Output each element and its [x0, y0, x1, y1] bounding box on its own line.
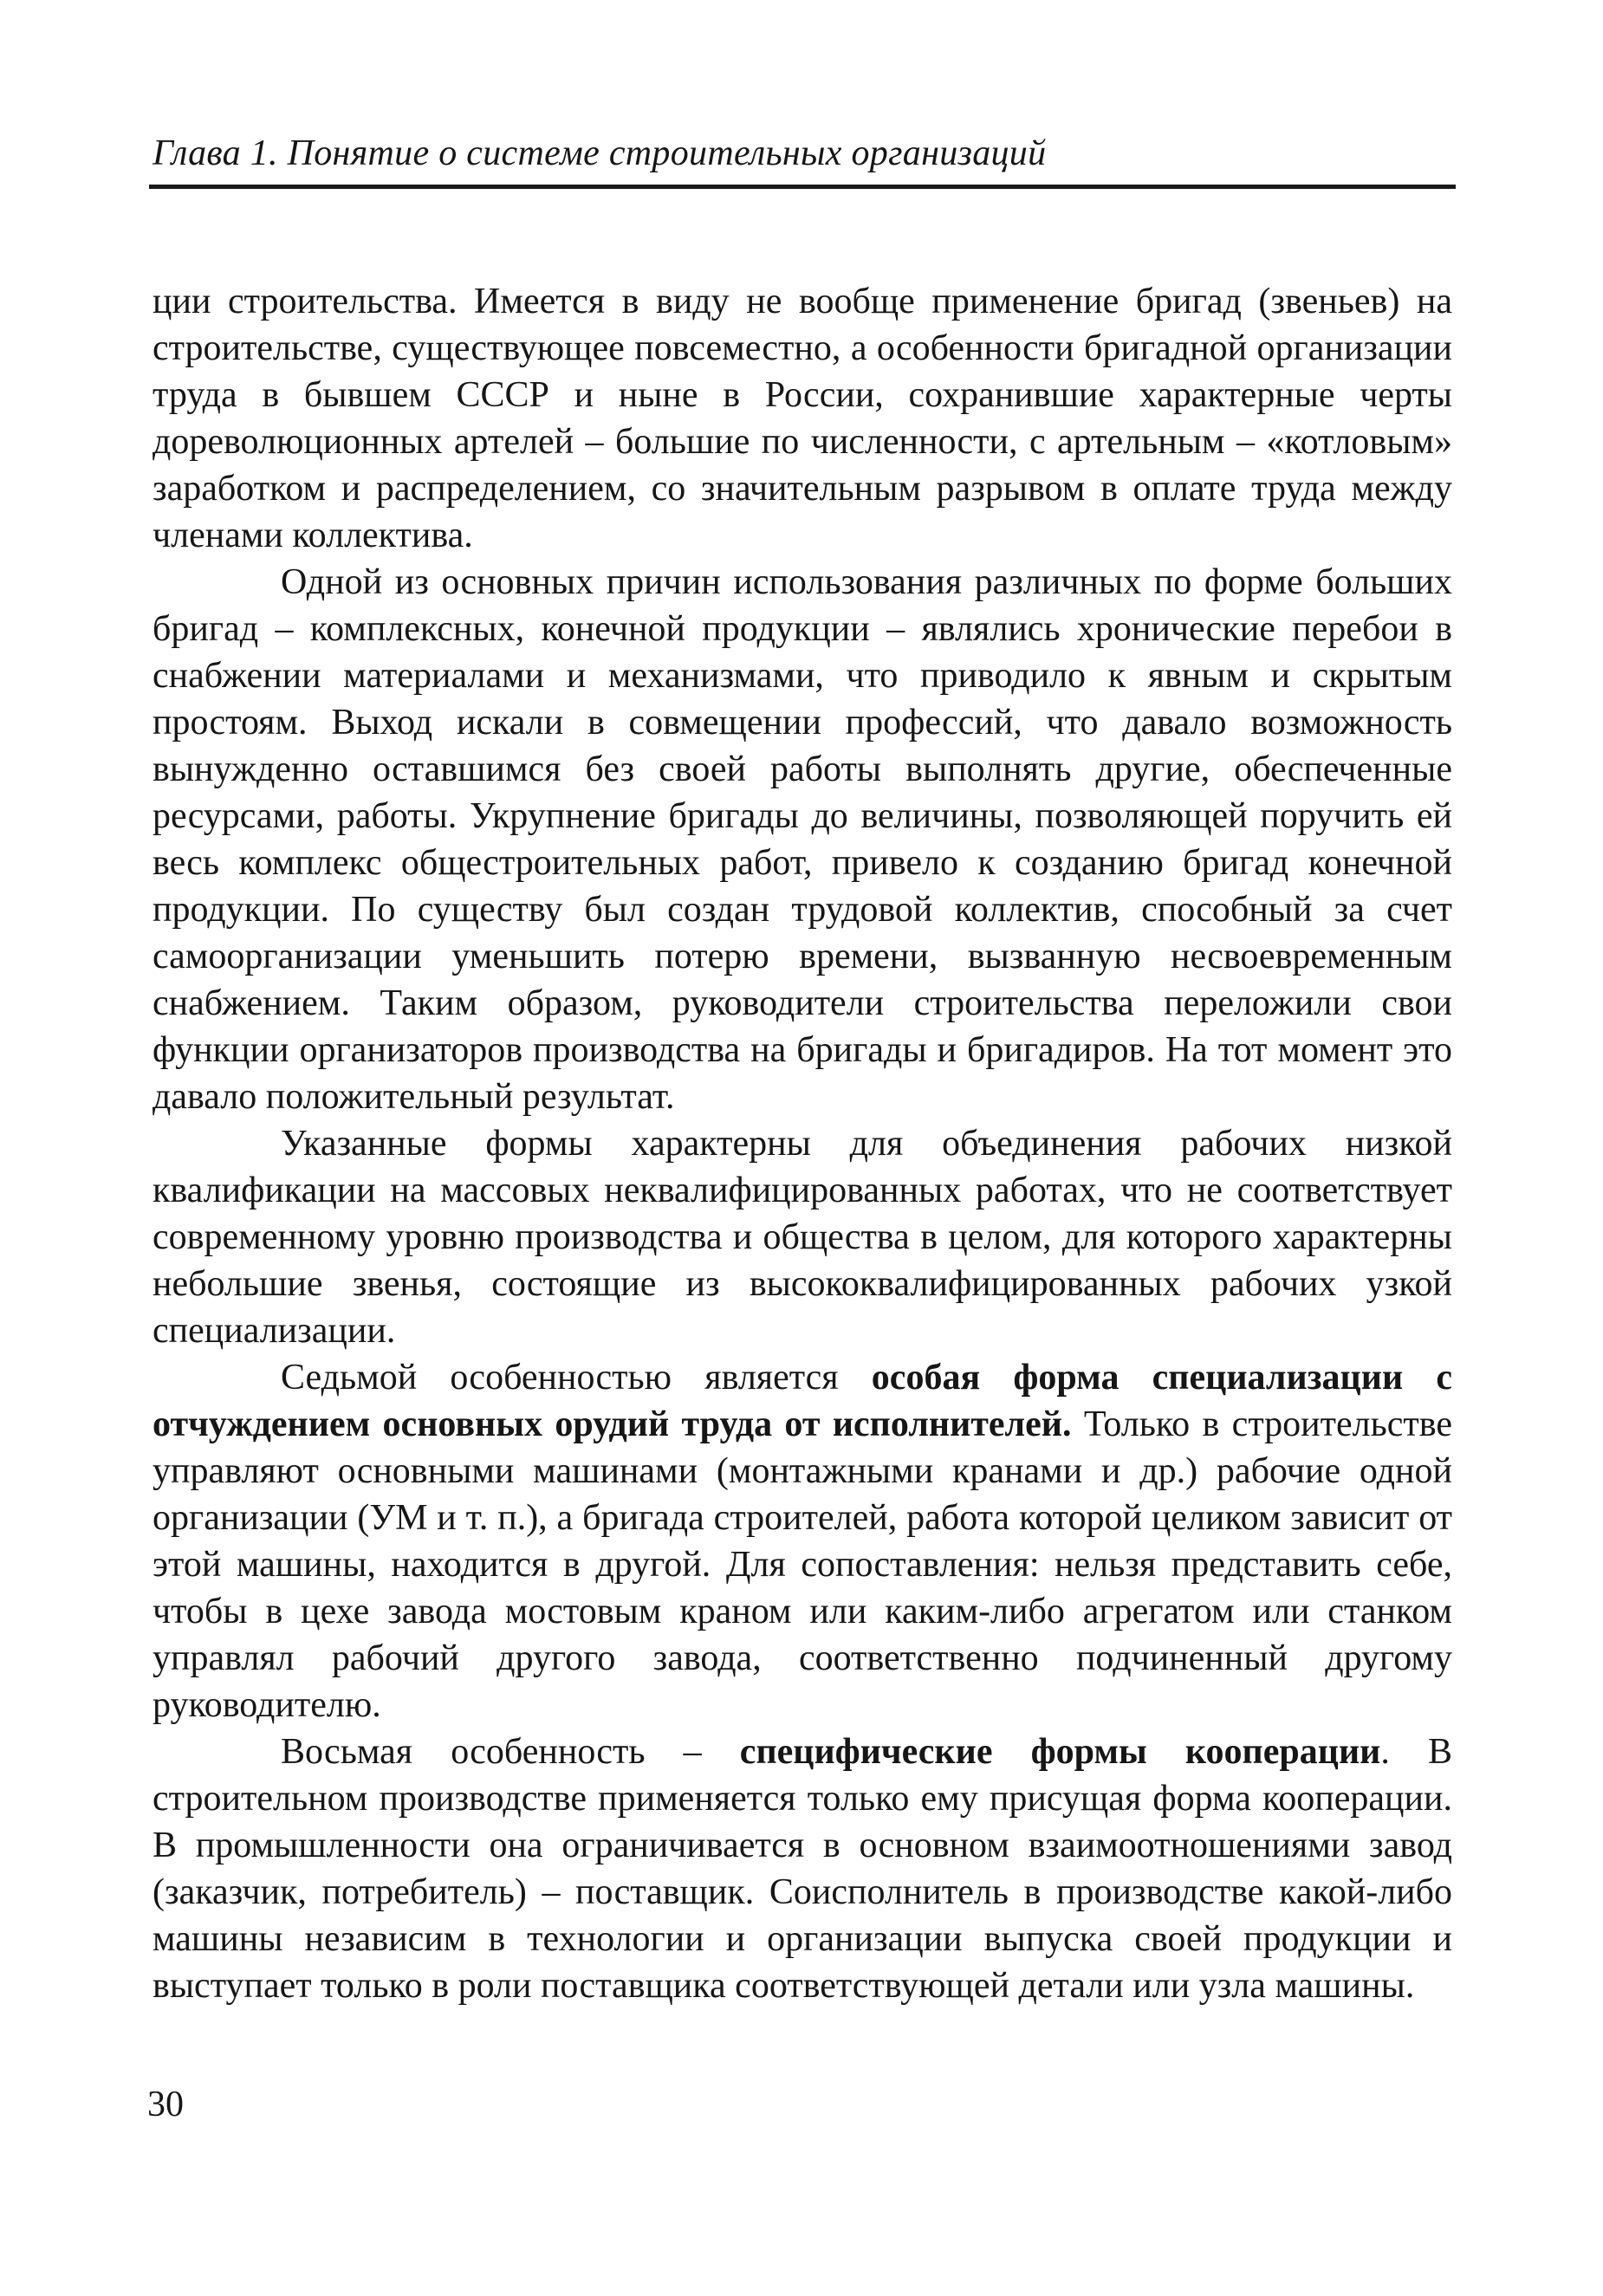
paragraph-4	[153, 1354, 1452, 1728]
paragraph-5	[153, 1728, 1452, 2009]
running-header: Глава 1. Понятие о системе строительных организаций	[153, 133, 1047, 173]
paragraph-5-lead: Восьмая особенность –	[281, 1732, 740, 1772]
paragraph-5-emphasis: специфические формы кооперации	[739, 1732, 1381, 1772]
paragraph-5-rest: . В строительном производстве применяется только ему присущая форма кооперации. В промышленности она ограничивается в основном взаимоотношениями завод (заказчик, потребитель) – поставщик. Соисполнитель в производстве какой-либо машины независим в технологии и организации выпуска своей продукции и выступает только в роли поставщика соответствующей детали или узла машины.	[153, 1732, 1453, 2006]
page-number: 30	[147, 2085, 184, 2124]
paragraph-1: ции строительства. Имеется в виду не вообще применение бригад (звеньев) на строительстве, существующее повсеместно, а особенности бригадной организации труда в бывшем СССР и ныне в России, сохранившие характерные черты дореволюционных артелей – большие по численности, с артельным – «котловым» заработком и распределением, со значительным разрывом в оплате труда между членами коллектива.	[153, 282, 1452, 555]
paragraph-2: Одной из основных причин использования различных по форме больших бригад – комплексных, конечной продукции – являлись хронические перебои в снабжении материалами и механизмами, что приводило к явным и скрытым простоям. Выход искали в совмещении профессий, что давало возможность вынужденно оставшимся без своей работы выполнять другие, обеспеченные ресурсами, работы. Укрупнение бригады до величины, позволяющей поручить ей весь комплекс общестроительных работ, привело к созданию бригад конечной продукции. По существу был создан трудовой коллектив, способный за счет самоорганизации уменьшить потерю времени, вызванную несвоевременным снабжением. Таким образом, руководители строительства переложили свои функции организаторов производства на бригады и бригадиров. На тот момент это давало положительный результат.	[153, 562, 1452, 1117]
header-rule	[149, 185, 1456, 189]
body-text	[153, 278, 1452, 2009]
paragraph-4-rest: Только в строительстве управляют основными машинами (монтажными кранами и др.) рабочие одной организации (УМ и т. п.), а бригада строителей, работа которой целиком зависит от этой машины, находится в другой. Для сопоставления: нельзя представить себе, чтобы в цехе завода мостовым краном или каким-либо агрегатом или станком управлял рабочий другого завода, соответственно подчиненный другому руководителю.	[153, 1404, 1452, 1725]
paragraph-4-lead: Седьмой особенностью является	[281, 1358, 872, 1398]
paragraph-4-emphasis: особая форма специализации с отчуждением основных орудий труда от исполнителей.	[153, 1358, 1452, 1444]
paragraph-3: Указанные формы характерны для объединения рабочих низкой квалификации на массовых неквалифицированных работах, что не соответствует современному уровню производства и общества в целом, для которого характерны небольшие звенья, состоящие из высококвалифицированных рабочих узкой специализации.	[153, 1124, 1452, 1351]
